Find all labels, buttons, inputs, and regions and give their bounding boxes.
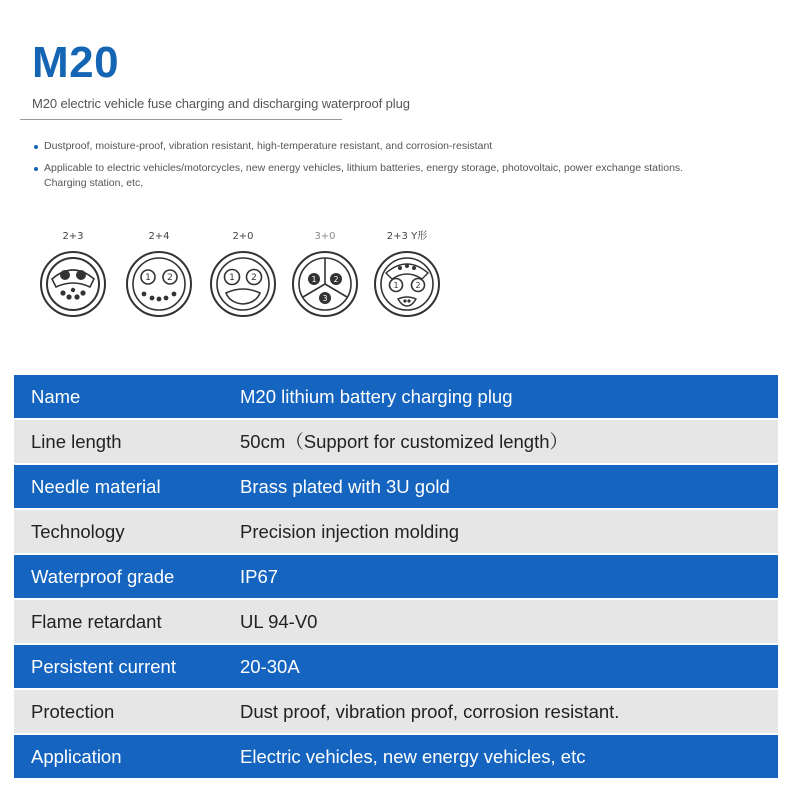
connector-variants [36,230,456,330]
page-title: M20 [32,38,120,87]
connector-2-3-icon [38,249,108,319]
spec-value: UL 94-V0 [213,600,778,643]
feature-item: Dustproof, moisture-proof, vibration resistant, high-temperature resistant, and corrosion-resistant [34,139,694,154]
spec-row [14,420,778,465]
variant-2-3-y [370,230,444,319]
svg-text:1: 1 [393,281,399,290]
spec-row [14,600,778,645]
spec-row [14,465,778,510]
variant-label: 2+0 [232,231,254,242]
spec-value: 20-30A [213,645,778,688]
connector-3-0-icon [290,249,360,319]
variant-3-0 [288,230,362,319]
spec-key: Line length [14,420,221,463]
feature-list [34,139,694,198]
connector-2-0-icon [208,249,278,319]
variant-2-4 [122,230,196,319]
spec-value: M20 lithium battery charging plug [213,375,778,418]
spec-value: IP67 [213,555,778,598]
spec-value: Dust proof, vibration proof, corrosion resistant. [213,690,778,733]
connector-2-4-icon [124,249,194,319]
spec-key: Needle material [14,465,221,508]
spec-key: Persistent current [14,645,221,688]
spec-row [14,510,778,555]
svg-text:2: 2 [415,281,421,290]
spec-key: Flame retardant [14,600,221,643]
spec-value: Precision injection molding [213,510,778,553]
feature-item: Applicable to electric vehicles/motorcycles, new energy vehicles, lithium batteries, energy storage, photovoltaic, power exchange stations. Charging station, etc, [34,161,694,191]
page-subtitle: M20 electric vehicle fuse charging and discharging waterproof plug [32,96,410,111]
svg-text:2: 2 [167,273,173,283]
variant-2-3 [36,230,110,319]
spec-key: Technology [14,510,221,553]
variant-label: 2+3 Y形 [386,231,428,242]
svg-text:1: 1 [229,273,235,283]
svg-text:1: 1 [145,273,151,283]
spec-key: Waterproof grade [14,555,221,598]
spec-table [14,375,778,780]
variant-label: 2+3 [62,231,84,242]
svg-text:2: 2 [333,275,339,284]
variant-label: 2+4 [148,231,170,242]
spec-row [14,645,778,690]
connector-2-3-y-icon [372,249,442,319]
spec-row [14,735,778,780]
svg-text:3: 3 [322,294,328,303]
spec-value: Brass plated with 3U gold [213,465,778,508]
spec-value: 50cm（Support for customized length） [213,420,778,463]
variant-2-0 [206,230,280,319]
spec-value: Electric vehicles, new energy vehicles, etc [213,735,778,778]
spec-key: Application [14,735,221,778]
spec-key: Name [14,375,221,418]
variant-label: 3+0 [314,231,336,242]
header [32,38,410,111]
svg-text:1: 1 [311,275,317,284]
divider [20,119,342,120]
spec-row [14,375,778,420]
spec-key: Protection [14,690,221,733]
svg-text:2: 2 [251,273,257,283]
spec-row [14,555,778,600]
spec-row [14,690,778,735]
